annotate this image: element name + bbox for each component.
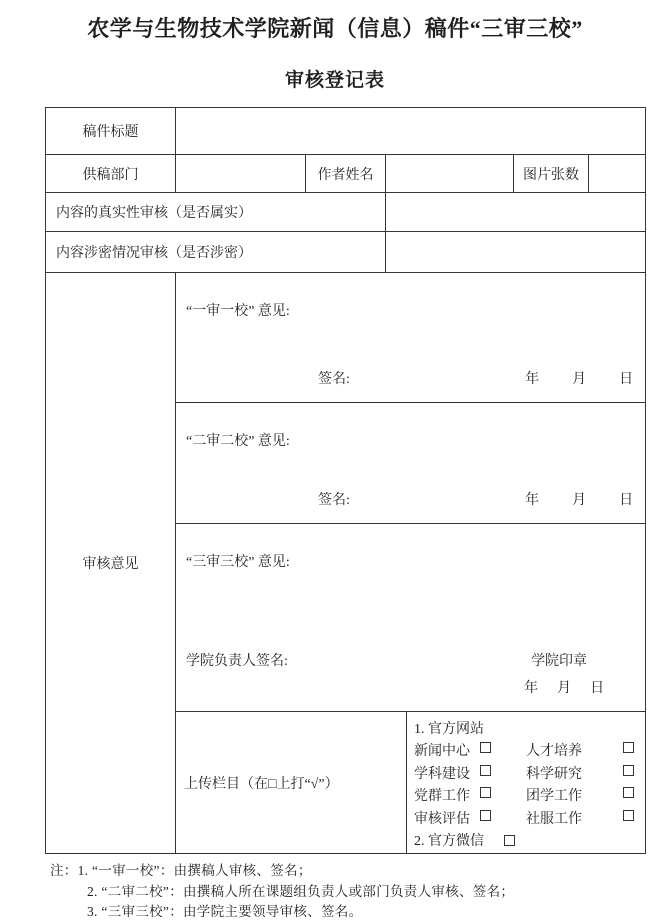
footnotes bbox=[50, 861, 670, 923]
note-line-1: 注：1. “一审一校”：由撰稿人审核、签名； bbox=[50, 863, 312, 878]
second-review-cell bbox=[176, 403, 646, 524]
department-value-cell bbox=[176, 155, 306, 193]
checkbox-social-service-work bbox=[623, 810, 634, 821]
note-line-2: 2. “二审二校”：由撰稿人所在课题组负责人或部门负责人审核、签名； bbox=[87, 883, 515, 899]
month-label: 月 bbox=[572, 371, 587, 387]
official-wechat-label: 2. 官方微信 bbox=[414, 834, 484, 850]
checkbox-party-work bbox=[480, 787, 491, 798]
first-review-cell bbox=[176, 273, 646, 403]
talent-training-label: 人才培养 bbox=[526, 744, 582, 760]
author-name-value-cell bbox=[386, 155, 514, 193]
note-line-3: 3. “三审三校”：由学院主要领导审核、签名。 bbox=[87, 904, 363, 919]
confidentiality-review-value-cell bbox=[386, 232, 646, 273]
discipline-construction-label: 学科建设 bbox=[414, 766, 470, 782]
month-label: 月 bbox=[572, 492, 587, 508]
review-evaluation-label: 审核评估 bbox=[414, 811, 470, 827]
checkbox-official-wechat bbox=[504, 835, 515, 846]
year-label: 年 bbox=[524, 680, 539, 696]
scientific-research-label: 科学研究 bbox=[526, 766, 582, 782]
third-review-cell bbox=[176, 524, 646, 712]
note-prefix: 注： bbox=[50, 863, 78, 878]
upload-options-cell bbox=[407, 712, 646, 854]
upload-option-row bbox=[414, 739, 645, 761]
second-review-title: “二审二校” 意见: bbox=[186, 433, 290, 449]
checkbox-scientific-research bbox=[623, 765, 634, 776]
third-review-title: “三审三校” 意见: bbox=[186, 554, 290, 570]
second-date-labels bbox=[525, 489, 633, 509]
author-name-label: 作者姓名 bbox=[306, 155, 386, 193]
year-label: 年 bbox=[525, 492, 540, 508]
checkbox-youth-league-work bbox=[623, 787, 634, 798]
upload-option-row bbox=[414, 762, 645, 784]
confidentiality-review-label: 内容涉密情况审核（是否涉密） bbox=[46, 232, 386, 273]
youth-league-work-label: 团学工作 bbox=[526, 789, 582, 805]
page-subtitle: 审核登记表 bbox=[284, 70, 385, 91]
review-form-table bbox=[45, 107, 646, 854]
day-label: 日 bbox=[619, 492, 634, 508]
month-label: 月 bbox=[557, 680, 572, 696]
upload-column-label: 上传栏目（在□上打“√”） bbox=[176, 712, 407, 854]
year-label: 年 bbox=[525, 371, 540, 387]
day-label: 日 bbox=[619, 371, 634, 387]
first-review-title: “一审一校” 意见: bbox=[186, 303, 290, 319]
photo-count-value-cell bbox=[589, 155, 646, 193]
news-center-label: 新闻中心 bbox=[414, 744, 470, 760]
department-label: 供稿部门 bbox=[46, 155, 176, 193]
official-wechat-group-row bbox=[414, 829, 645, 851]
page-title: 农学与生物技术学院新闻（信息）稿件“三审三校” bbox=[87, 16, 583, 41]
party-work-label: 党群工作 bbox=[414, 789, 470, 805]
authenticity-review-value-cell bbox=[386, 193, 646, 232]
third-sign-label: 学院负责人签名: bbox=[186, 653, 288, 669]
checkbox-talent-training bbox=[623, 742, 634, 753]
upload-option-row bbox=[414, 784, 645, 806]
manuscript-title-value-cell bbox=[176, 108, 646, 155]
first-sign-label: 签名: bbox=[318, 371, 350, 387]
review-opinion-label: 审核意见 bbox=[46, 273, 176, 854]
college-seal-label: 学院印章 bbox=[531, 653, 588, 669]
social-service-work-label: 社服工作 bbox=[526, 811, 582, 827]
checkbox-discipline-construction bbox=[480, 765, 491, 776]
upload-option-row bbox=[414, 807, 645, 829]
first-date-labels bbox=[525, 368, 633, 388]
checkbox-news-center bbox=[480, 742, 491, 753]
official-website-group-label: 1. 官方网站 bbox=[414, 721, 484, 737]
photo-count-label: 图片张数 bbox=[514, 155, 589, 193]
second-sign-label: 签名: bbox=[318, 492, 350, 508]
checkbox-review-evaluation bbox=[480, 810, 491, 821]
manuscript-title-label: 稿件标题 bbox=[46, 108, 176, 155]
authenticity-review-label: 内容的真实性审核（是否属实） bbox=[46, 193, 386, 232]
form-page bbox=[0, 12, 670, 919]
day-label: 日 bbox=[590, 680, 605, 696]
third-date-labels bbox=[186, 677, 604, 697]
